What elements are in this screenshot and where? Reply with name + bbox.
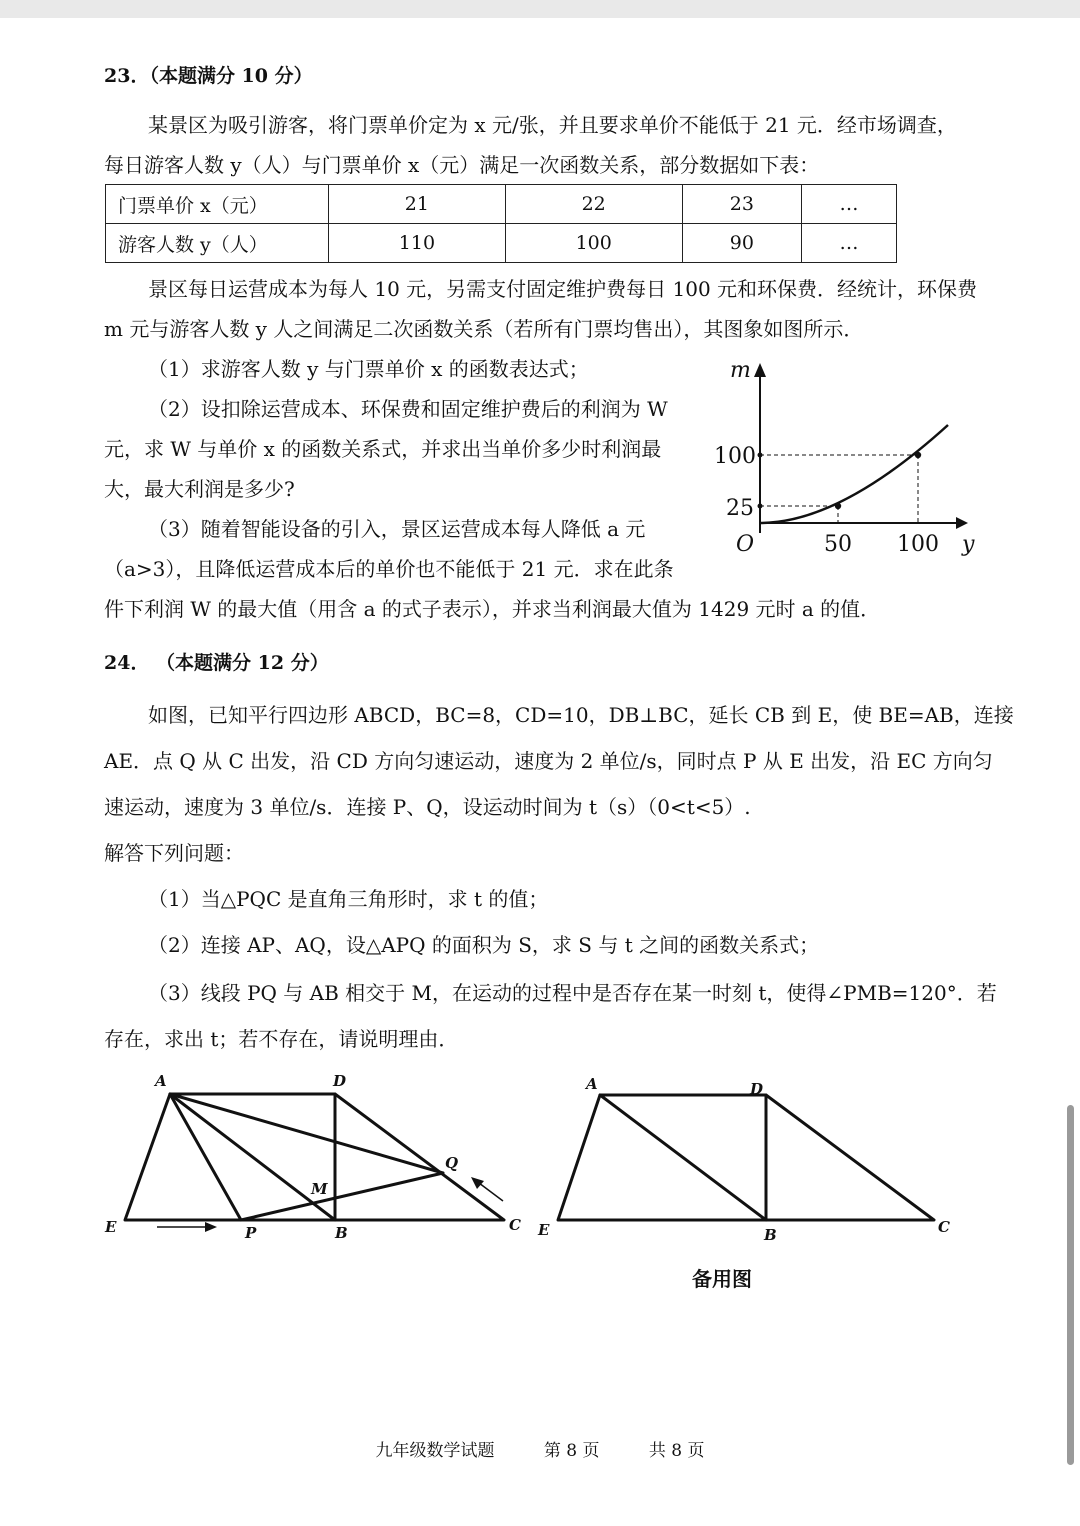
tick-25-dot	[758, 504, 763, 509]
q24-figure-backup	[530, 1065, 970, 1245]
label-C: C	[938, 1218, 950, 1236]
q24-line1: 如图，已知平行四边形 ABCD，BC=8，CD=10，DB⊥BC，延长 CB 到 E，使 BE=AB，连接	[148, 703, 1014, 727]
label-P: P	[245, 1224, 257, 1242]
q23-data-table	[105, 184, 897, 263]
segment-AB	[170, 1094, 335, 1220]
q23-graph	[700, 355, 1000, 570]
table-cell: 22	[505, 185, 682, 224]
label-D: D	[333, 1072, 347, 1090]
table-cell: …	[802, 224, 897, 263]
label-B: B	[764, 1226, 777, 1244]
segment-AQ	[170, 1094, 443, 1173]
point-100-100	[915, 452, 921, 458]
q23-part2-line2: 元，求 W 与单价 x 的函数关系式，并求出当单价多少时利润最	[104, 437, 662, 461]
parabola-curve	[760, 425, 948, 523]
tick-label-50-y: 50	[824, 532, 852, 557]
q24-line2: AE．点 Q 从 C 出发，沿 CD 方向匀速运动，速度为 2 单位/s，同时点 P 从 E 出发，沿 EC 方向匀	[104, 749, 993, 773]
label-D: D	[750, 1080, 764, 1098]
x-axis-label: y	[962, 532, 975, 557]
y-axis-arrow-icon	[754, 363, 766, 377]
tick-label-100-m: 100	[714, 444, 756, 469]
point-50-25	[835, 503, 841, 509]
tick-100-dot	[758, 453, 763, 458]
label-C: C	[509, 1216, 521, 1234]
tick-label-25-m: 25	[726, 496, 754, 521]
table-row	[106, 185, 897, 224]
q24-part3-line2: 存在，求出 t；若不存在，请说明理由．	[104, 1027, 459, 1051]
q23-part3-line2: （a>3），且降低运营成本后的单价也不能低于 21 元．求在此条	[104, 557, 674, 581]
segment-PQ	[241, 1173, 443, 1220]
q23-header: 23．（本题满分 10 分）	[104, 65, 313, 87]
p-arrow-head-icon	[205, 1222, 217, 1232]
x-axis-arrow-icon	[956, 517, 968, 529]
q23-cost-line2: m 元与游客人数 y 人之间满足二次函数关系（若所有门票均售出），其图象如图所示．	[104, 317, 864, 341]
backup-figure-caption: 备用图	[692, 1267, 752, 1291]
q23-part3-line3: 件下利润 W 的最大值（用含 a 的式子表示），并求当利润最大值为 1429 元时 a 的值．	[104, 597, 881, 621]
q24-solve: 解答下列问题：	[104, 841, 244, 865]
label-E: E	[105, 1218, 117, 1236]
y-axis-label: m	[730, 358, 751, 383]
q23-part3-line1: （3）随着智能设备的引入，景区运营成本每人降低 a 元	[148, 517, 646, 541]
q24-figure-main	[95, 1060, 535, 1250]
segment-AB	[600, 1095, 766, 1220]
q24-header: 24． （本题满分 12 分）	[104, 652, 329, 674]
q24-part2: （2）连接 AP、AQ，设△APQ 的面积为 S，求 S 与 t 之间的函数关系式；	[148, 933, 820, 957]
footer-total: 共 8 页	[648, 1441, 705, 1461]
table-row	[106, 224, 897, 263]
vertical-scrollbar[interactable]	[1067, 1105, 1074, 1465]
top-status-bar	[0, 0, 1080, 18]
footer-page: 第 8 页	[543, 1441, 600, 1461]
label-A: A	[586, 1075, 598, 1093]
label-B: B	[335, 1224, 348, 1242]
q23-intro-line1: 某景区为吸引游客，将门票单价定为 x 元/张，并且要求单价不能低于 21 元．经市场调查，	[148, 113, 957, 137]
q-arrow-head-icon	[471, 1177, 484, 1189]
q23-intro-line2: 每日游客人数 y（人）与门票单价 x（元）满足一次函数关系，部分数据如下表：	[104, 153, 820, 177]
tick-label-100-y: 100	[897, 532, 939, 557]
q24-line3: 速运动，速度为 3 单位/s．连接 P、Q，设运动时间为 t（s）（0<t<5）.	[104, 795, 751, 819]
q23-part2-line3: 大，最大利润是多少?	[104, 477, 295, 501]
table-row2-label: 游客人数 y（人）	[106, 224, 329, 263]
label-M: M	[311, 1180, 328, 1198]
q24-part3-line1: （3）线段 PQ 与 AB 相交于 M，在运动的过程中是否存在某一时刻 t，使得∠PMB=120°．若	[148, 981, 997, 1005]
table-cell: 110	[329, 224, 506, 263]
table-cell: 23	[682, 185, 802, 224]
label-Q: Q	[445, 1154, 459, 1172]
label-A: A	[155, 1072, 167, 1090]
q23-part1: （1）求游客人数 y 与门票单价 x 的函数表达式；	[148, 357, 589, 381]
q24-part1: （1）当△PQC 是直角三角形时，求 t 的值；	[148, 887, 549, 911]
table-cell: …	[802, 185, 897, 224]
table-cell: 21	[329, 185, 506, 224]
table-cell: 100	[505, 224, 682, 263]
table-cell: 90	[682, 224, 802, 263]
footer-title: 九年级数学试题	[375, 1441, 495, 1461]
label-E: E	[538, 1221, 550, 1239]
table-row1-label: 门票单价 x（元）	[106, 185, 329, 224]
page-footer	[0, 1436, 1080, 1461]
q23-cost-line1: 景区每日运营成本为每人 10 元，另需支付固定维护费每日 100 元和环保费．经统计，环保费	[148, 277, 978, 301]
origin-label: O	[736, 532, 755, 557]
q23-part2-line1: （2）设扣除运营成本、环保费和固定维护费后的利润为 W	[148, 397, 668, 421]
outline-AECD	[558, 1095, 934, 1220]
